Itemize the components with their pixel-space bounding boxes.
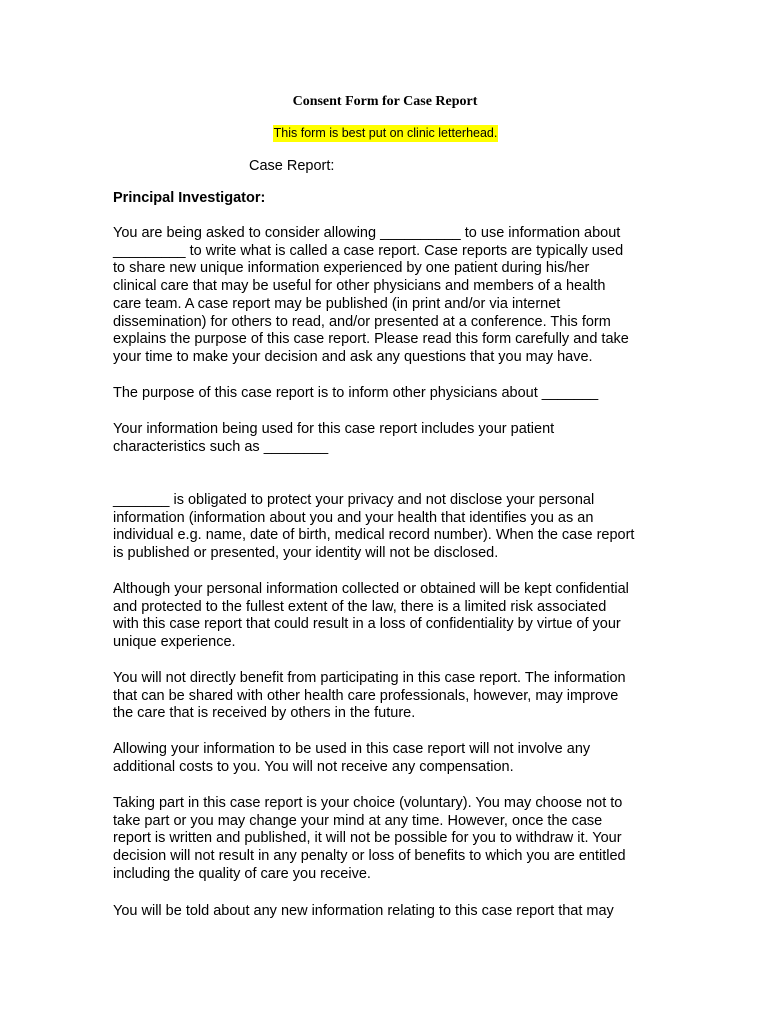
paragraph-voluntary (113, 795, 665, 884)
text-line: Although your personal information collected or obtained will be kept confidential (113, 581, 629, 597)
text-line: care team. A case report may be published (in print and/or via internet (113, 295, 561, 312)
text-line: including the quality of care you receive. (113, 865, 371, 882)
paragraph-privacy (113, 492, 665, 563)
text-line: You will not directly benefit from participating in this case report. The information (113, 670, 626, 686)
paragraph-intro (113, 225, 665, 367)
text-line: _______ is obligated to protect your privacy and not disclose your personal (113, 492, 595, 508)
text-line: information (information about you and your health that identifies you as an (113, 509, 594, 526)
text-line: You will be told about any new information relating to this case report that may (113, 903, 614, 919)
text-line: your time to make your decision and ask any questions that you may have. (113, 348, 593, 365)
text-line: You are being asked to consider allowing __________ to use information about (113, 225, 621, 241)
paragraph-information-used (113, 421, 665, 456)
text-line: additional costs to you. You will not receive any compensation. (113, 758, 514, 775)
text-line: take part or you may change your mind at any time. However, once the case (113, 812, 603, 829)
paragraph-purpose (113, 385, 665, 403)
paragraph-new-information (113, 903, 665, 921)
paragraph-costs (113, 741, 665, 776)
text-line: that can be shared with other health care professionals, however, may improve (113, 687, 619, 704)
text-line: Allowing your information to be used in this case report will not involve any (113, 741, 591, 757)
text-line: explains the purpose of this case report. Please read this form carefully and take (113, 331, 629, 348)
case-report-label: Case Report: (249, 158, 335, 174)
letterhead-note-row (0, 124, 770, 142)
paragraph-confidentiality-risk (113, 581, 665, 652)
text-line: is published or presented, your identity will not be disclosed. (113, 545, 499, 562)
text-line: and protected to the fullest extent of the law, there is a limited risk associated (113, 598, 607, 615)
text-line: individual e.g. name, date of birth, medical record number). When the case report (113, 527, 635, 544)
text-line: dissemination) for others to read, and/or presented at a conference. This form (113, 313, 611, 330)
text-line: decision will not result in any penalty or loss of benefits to which you are entitled (113, 848, 626, 865)
text-line: characteristics such as ________ (113, 438, 329, 455)
text-line: Taking part in this case report is your choice (voluntary). You may choose not to (113, 795, 623, 811)
paragraph-benefit (113, 670, 665, 723)
text-line: _________ to write what is called a case report. Case reports are typically used (113, 242, 624, 259)
text-line: Your information being used for this case report includes your patient (113, 421, 555, 437)
text-line: the care that is received by others in the future. (113, 705, 416, 722)
text-line: clinical care that may be useful for other physicians and members of a health (113, 278, 606, 295)
text-line: to share new unique information experienced by one patient during his/her (113, 260, 590, 277)
text-line: with this case report that could result in a loss of confidentiality by virtue of your (113, 616, 621, 633)
document-title: Consent Form for Case Report (292, 94, 478, 109)
text-line: The purpose of this case report is to inform other physicians about _______ (113, 385, 599, 401)
principal-investigator-heading: Principal Investigator: (113, 190, 266, 206)
text-line: report is written and published, it will not be possible for you to withdraw it. Your (113, 830, 622, 847)
text-line: unique experience. (113, 634, 236, 651)
letterhead-note: This form is best put on clinic letterhead. (273, 126, 498, 140)
